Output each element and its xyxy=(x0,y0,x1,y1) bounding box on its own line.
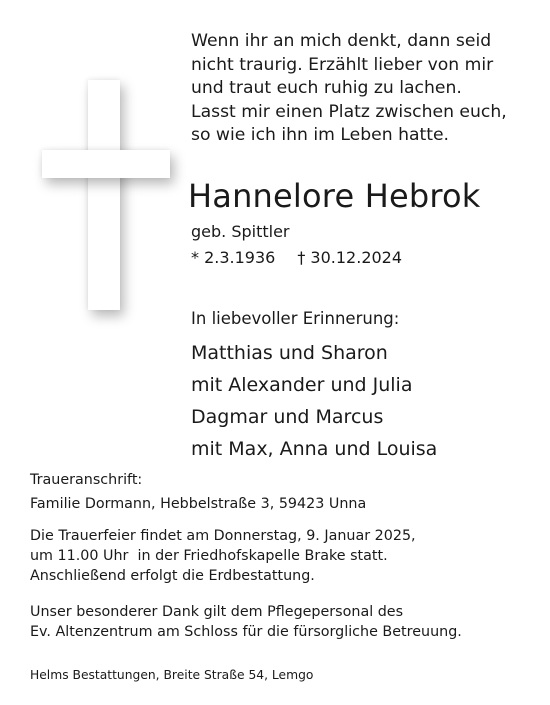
poem-line: und traut euch ruhig zu lachen. xyxy=(191,78,462,99)
poem-line: Lasst mir einen Platz zwischen euch, xyxy=(191,101,507,122)
cross-horizontal-beam xyxy=(42,150,170,178)
mourner-line: mit Alexander und Julia xyxy=(191,374,413,396)
thanks-line: Unser besonderer Dank gilt dem Pflegepersonal des xyxy=(30,604,404,620)
mourners-list xyxy=(191,340,437,468)
birth-date: * 2.3.1936 xyxy=(191,248,276,267)
mourner-line: Matthias und Sharon xyxy=(191,342,388,364)
poem-line: nicht traurig. Erzählt lieber von mir xyxy=(191,54,494,75)
mourning-address: Familie Dormann, Hebbelstraße 3, 59423 Unna xyxy=(30,496,367,512)
service-line: Anschließend erfolgt die Erdbestattung. xyxy=(30,568,315,584)
maiden-name: geb. Spittler xyxy=(191,222,290,241)
service-line: um 11.00 Uhr in der Friedhofskapelle Brake statt. xyxy=(30,548,388,564)
cross-vertical-beam xyxy=(88,80,120,310)
deceased-name: Hannelore Hebrok xyxy=(188,177,481,215)
thanks-note xyxy=(30,602,462,642)
cross-icon xyxy=(30,70,180,330)
death-date: † 30.12.2024 xyxy=(297,248,403,267)
thanks-line: Ev. Altenzentrum am Schloss für die fürsorgliche Betreuung. xyxy=(30,624,462,640)
mourner-line: Dagmar und Marcus xyxy=(191,406,384,428)
memory-intro: In liebevoller Erinnerung: xyxy=(191,309,400,328)
life-dates xyxy=(191,248,402,268)
service-line: Die Trauerfeier findet am Donnerstag, 9. Januar 2025, xyxy=(30,528,416,544)
mourner-line: mit Max, Anna und Louisa xyxy=(191,438,438,460)
funeral-service-info xyxy=(30,526,416,586)
undertaker-footer: Helms Bestattungen, Breite Straße 54, Lemgo xyxy=(30,668,314,682)
poem-line: so wie ich ihn im Leben hatte. xyxy=(191,125,450,146)
poem-line: Wenn ihr an mich denkt, dann seid xyxy=(191,31,492,51)
memorial-poem xyxy=(191,30,531,148)
address-label: Traueranschrift: xyxy=(30,472,143,488)
